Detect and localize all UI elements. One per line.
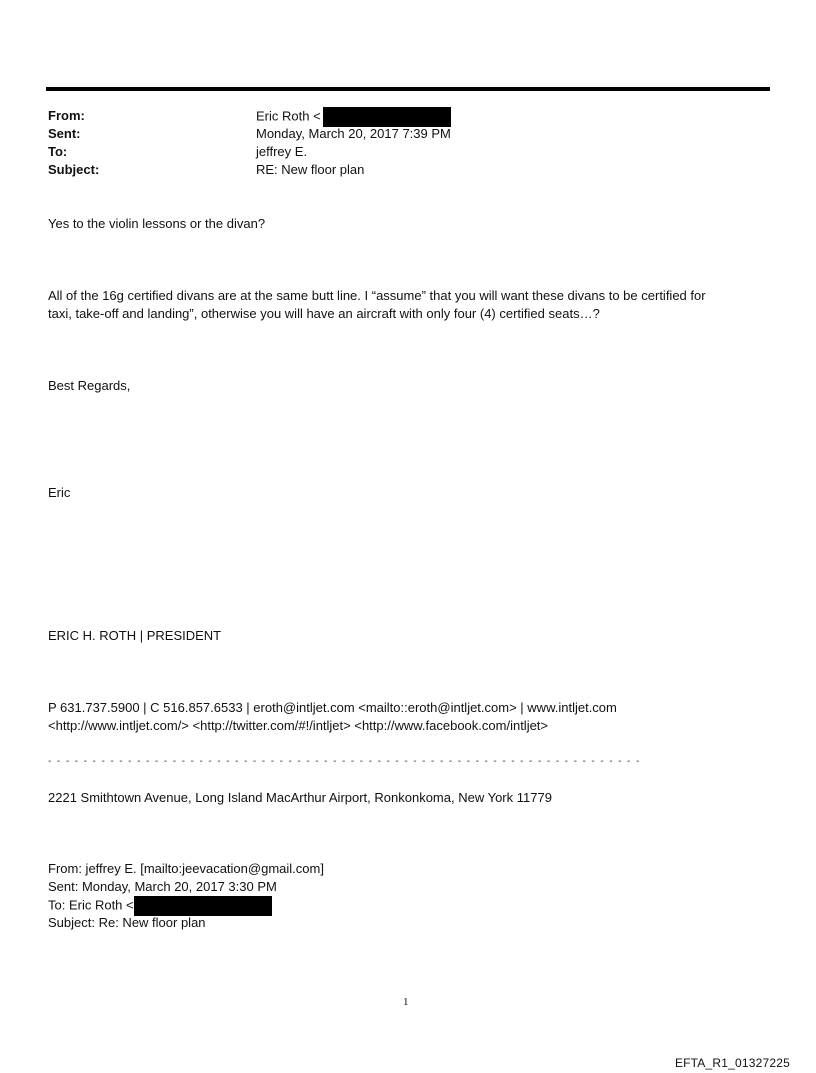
closing: Best Regards,: [48, 378, 131, 393]
subject-label: Subject:: [48, 162, 100, 177]
redaction-box: [323, 107, 451, 127]
signature-contact-line-1: P 631.737.5900 | C 516.857.6533 | eroth@intljet.com <mailto::eroth@intljet.com> | www.intljet.com: [48, 700, 617, 715]
page-number: 1: [403, 996, 409, 1008]
header-rule: [46, 87, 770, 91]
quoted-to: To: Eric Roth <: [48, 897, 134, 913]
from-name: Eric Roth <: [256, 108, 321, 124]
signature-title: ERIC H. ROTH | PRESIDENT: [48, 628, 222, 643]
signoff: Eric: [48, 485, 71, 500]
subject-value: RE: New floor plan: [256, 162, 365, 177]
signature-address: 2221 Smithtown Avenue, Long Island MacArthur Airport, Ronkonkoma, New York 11779: [48, 790, 552, 805]
quoted-sent: Sent: Monday, March 20, 2017 3:30 PM: [48, 879, 277, 894]
to-value: jeffrey E.: [256, 144, 308, 159]
quoted-from: From: jeffrey E. [mailto:jeevacation@gmail.com]: [48, 861, 324, 876]
from-value: [256, 107, 451, 127]
redaction-box: [134, 896, 272, 916]
from-label: From:: [48, 108, 85, 123]
quoted-subject: Subject: Re: New floor plan: [48, 915, 206, 930]
to-label: To:: [48, 144, 68, 159]
sent-value: Monday, March 20, 2017 7:39 PM: [256, 126, 451, 141]
body-paragraph-2-line-1: All of the 16g certified divans are at the same butt line. I “assume” that you will want these divans to be certified for: [48, 288, 706, 303]
bates-number: EFTA_R1_01327225: [674, 1056, 790, 1070]
body-paragraph-2-line-2: taxi, take-off and landing”, otherwise you will have an aircraft with only four (4) certified seats…?: [48, 306, 600, 321]
signature-separator: - - - - - - - - - - - - - - - - - - - - - - - - - - - - - - - - - - - - - - - - - - - - - - - - - - - - - - - - - - - - - - - - - - -: [48, 756, 641, 767]
sent-label: Sent:: [48, 126, 81, 141]
body-paragraph-1: Yes to the violin lessons or the divan?: [48, 216, 266, 231]
quoted-to-row: [48, 896, 272, 916]
signature-contact-line-2: <http://www.intljet.com/> <http://twitter.com/#!/intljet> <http://www.facebook.com/intljet>: [48, 718, 549, 733]
